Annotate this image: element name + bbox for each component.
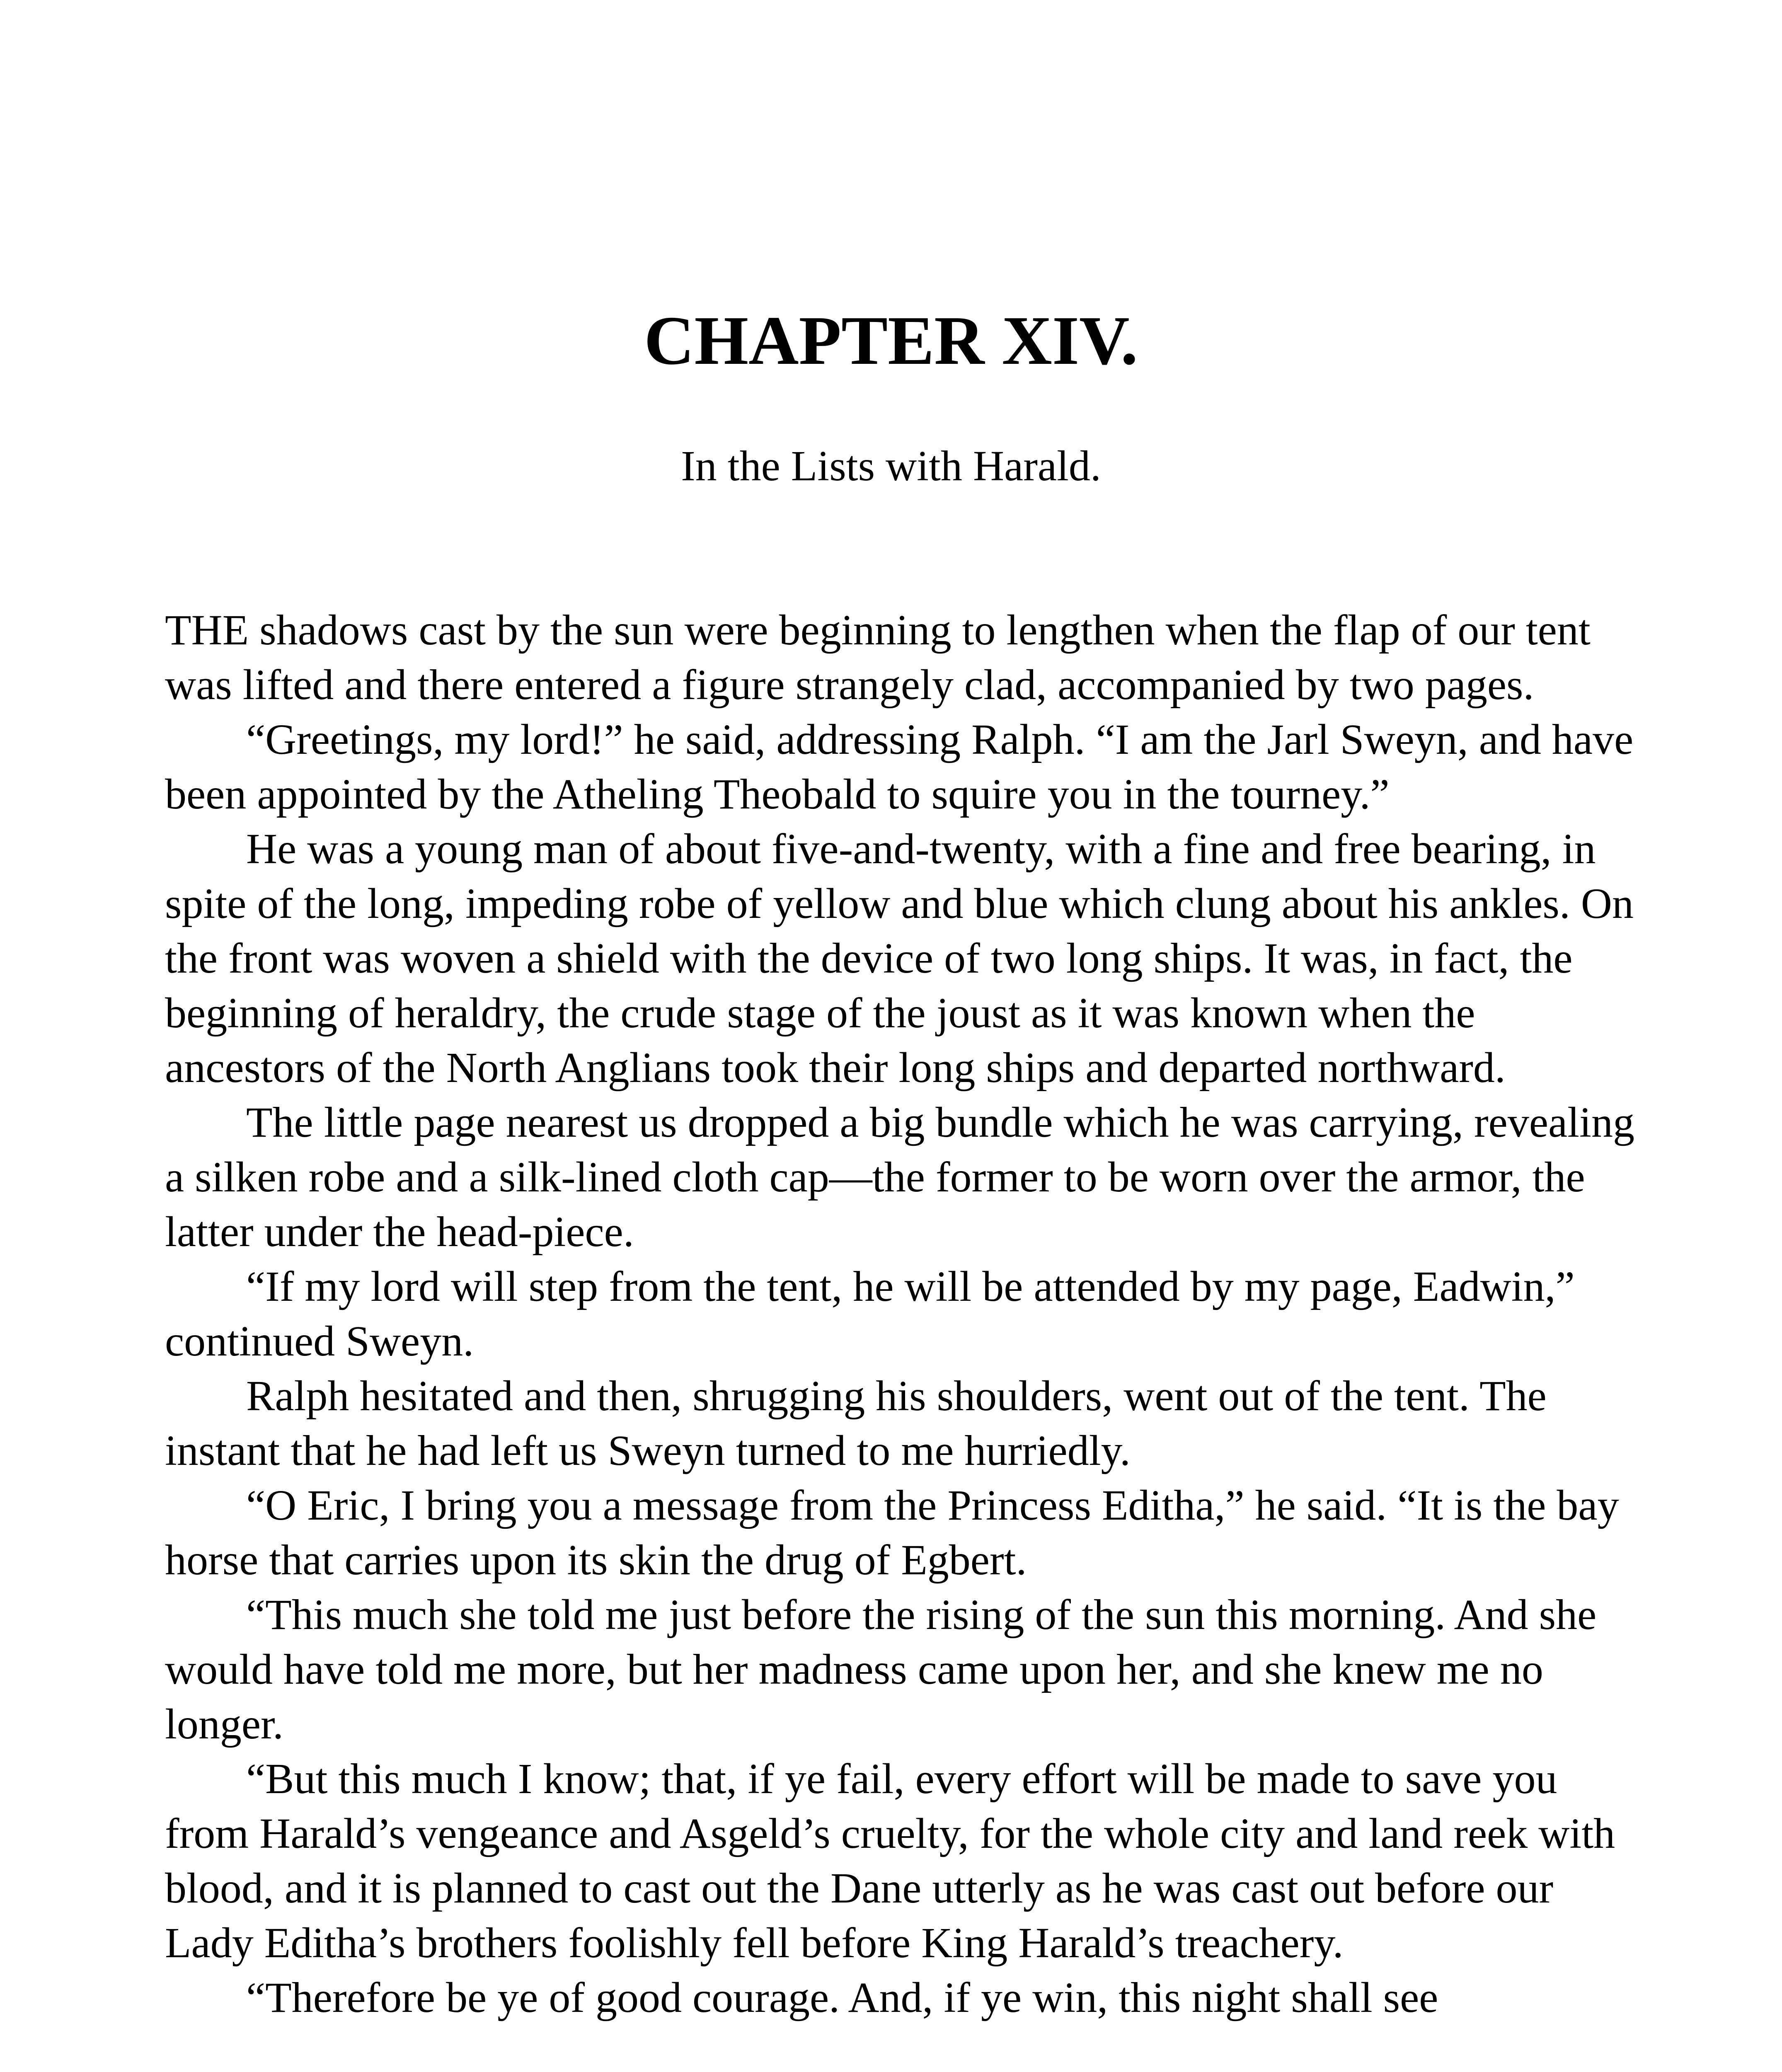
paragraph: THE shadows cast by the sun were beginning to lengthen when the flap of our tent was lifted and there entered a figure strangely clad, accompanied by two pages.: [165, 606, 1591, 709]
paragraph: “This much she told me just before the rising of the sun this morning. And she would have told me more, but her madness came upon her, and she knew me no longer.: [165, 1591, 1597, 1748]
paragraph: “O Eric, I bring you a message from the Princess Editha,” he said. “It is the bay horse that carries upon its skin the drug of Egbert.: [165, 1481, 1619, 1584]
paragraph: “Therefore be ye of good courage. And, if ye win, this night shall see: [246, 1974, 1438, 2021]
paragraph: Ralph hesitated and then, shrugging his shoulders, went out of the tent. The instant that he had left us Sweyn turned to me hurriedly.: [165, 1372, 1547, 1474]
paragraph: He was a young man of about five-and-twenty, with a fine and free bearing, in spite of the long, impeding robe of yellow and blue which clung about his ankles. On the front was woven a shield with the device of two long ships. It was, in fact, the beginning of heraldry, the crude stage of the joust as it was known when the ancestors of the North Anglians took their long ships and departed northward.: [165, 825, 1634, 1092]
paragraph: “If my lord will step from the tent, he will be attended by my page, Eadwin,” continued Sweyn.: [165, 1263, 1575, 1365]
paragraph: “Greetings, my lord!” he said, addressing Ralph. “I am the Jarl Sweyn, and have been appointed by the Atheling Theobald to squire you in the tourney.”: [165, 716, 1634, 818]
chapter-subtitle: In the Lists with Harald.: [681, 442, 1101, 490]
paragraph: The little page nearest us dropped a big bundle which he was carrying, revealing a silken robe and a silk-lined cloth cap—the former to be worn over the armor, the latter under the head-piece.: [165, 1099, 1634, 1256]
paragraph: “But this much I know; that, if ye fail, every effort will be made to save you from Harald’s vengeance and Asgeld’s cruelty, for the whole city and land reek with blood, and it is planned to cast out the Dane utterly as he was cast out before our Lady Editha’s brothers foolishly fell before King Harald’s treachery.: [165, 1755, 1615, 1967]
chapter-title: CHAPTER XIV.: [644, 302, 1138, 379]
chapter-body: [165, 603, 1640, 2025]
